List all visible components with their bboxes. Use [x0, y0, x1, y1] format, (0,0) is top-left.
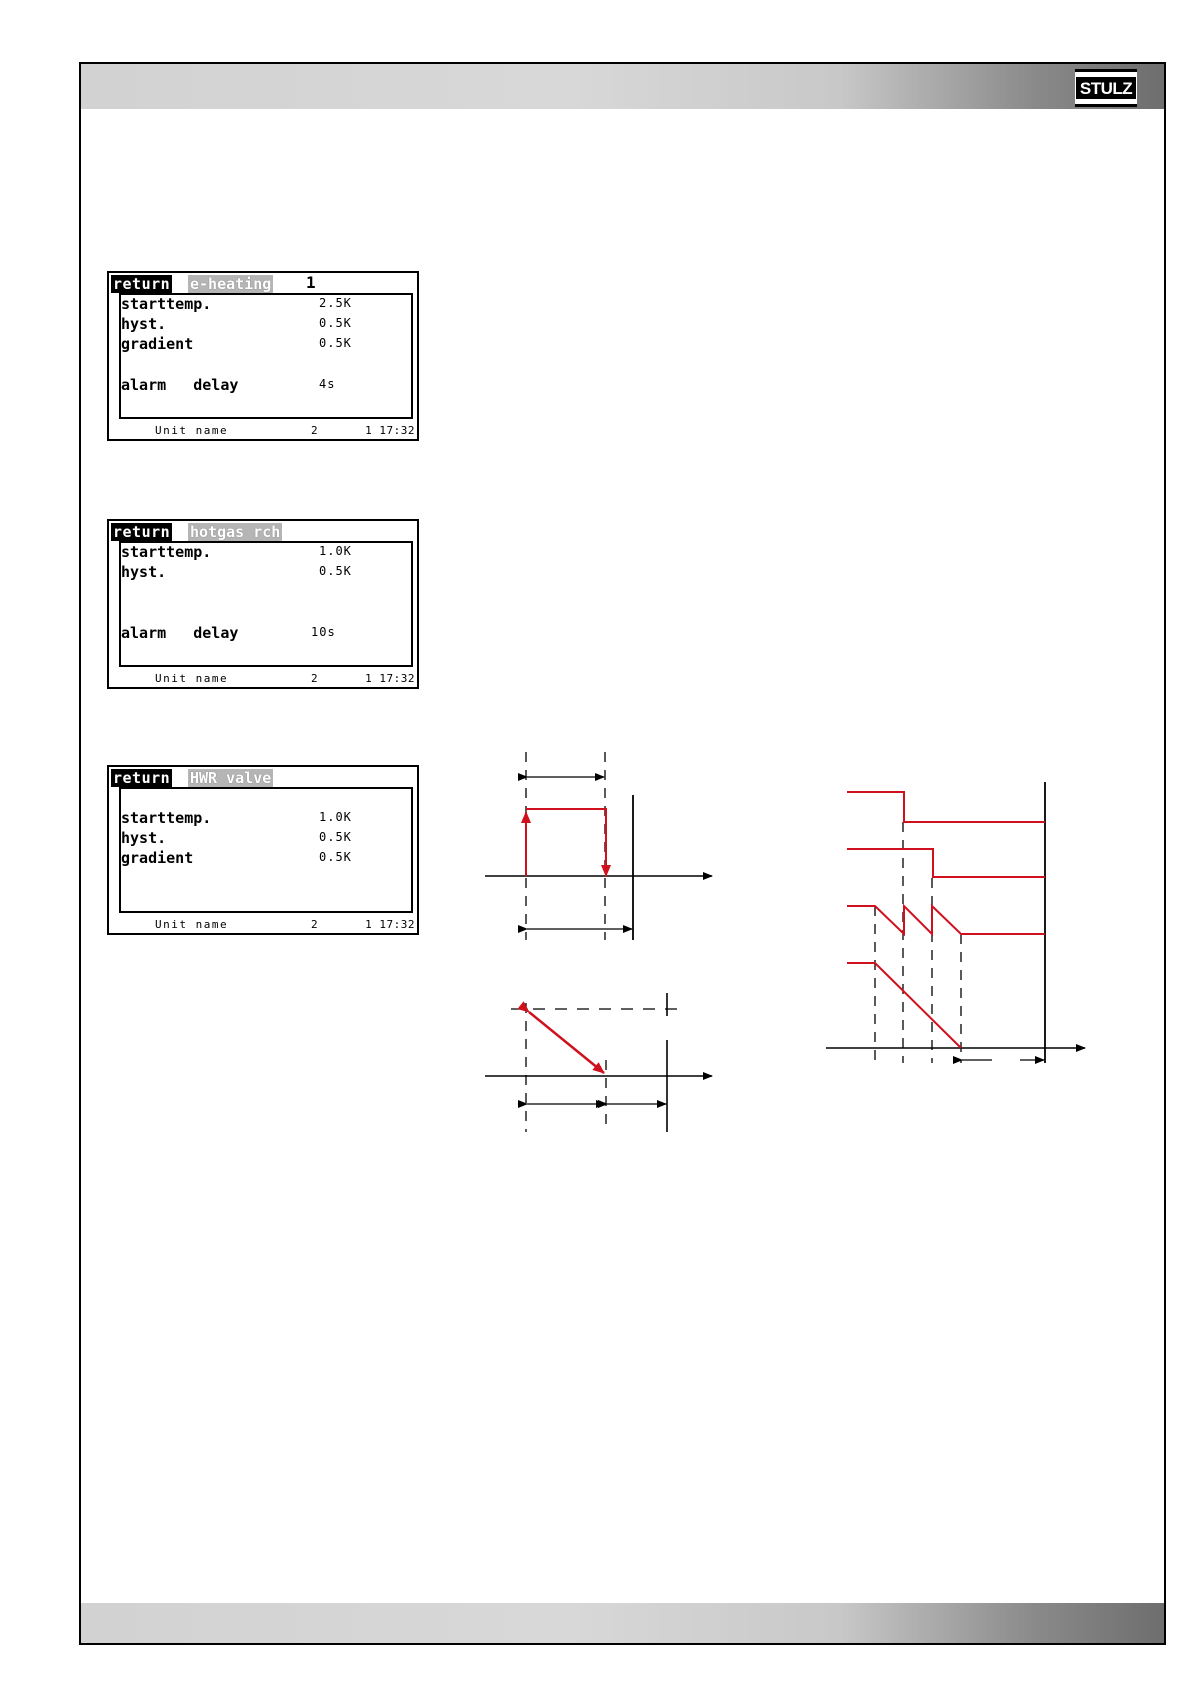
param-value[interactable]: 1.0K — [319, 810, 352, 824]
menu-title: hotgas rch — [190, 523, 281, 541]
param-value[interactable]: 0.5K — [319, 564, 352, 578]
param-value[interactable]: 0.5K — [319, 316, 352, 330]
param-label: gradient — [121, 849, 194, 867]
staging-diagram — [826, 782, 1085, 1063]
hysteresis-diagram — [485, 752, 712, 940]
unit-id: 2 — [311, 918, 318, 931]
return-button[interactable]: return — [113, 523, 171, 541]
param-value[interactable]: 0.5K — [319, 830, 352, 844]
param-label: starttemp. — [121, 295, 212, 313]
stage-number: 1 — [306, 273, 316, 292]
param-value[interactable]: 4s — [319, 377, 336, 391]
clock: 1 17:32 — [365, 424, 415, 437]
param-value[interactable]: 0.5K — [319, 850, 352, 864]
clock: 1 17:32 — [365, 672, 415, 685]
param-label: gradient — [121, 335, 194, 353]
gradient-diagram — [485, 993, 712, 1132]
param-value[interactable]: 1.0K — [319, 544, 352, 558]
menu-title: e-heating — [190, 275, 272, 293]
param-label: hyst. — [121, 829, 167, 847]
param-label: alarm delay — [121, 376, 239, 394]
unit-name: Unit name — [155, 672, 229, 685]
param-label: hyst. — [121, 315, 167, 333]
return-button[interactable]: return — [113, 769, 171, 787]
param-value[interactable]: 2.5K — [319, 296, 352, 310]
param-value[interactable]: 10s — [311, 625, 336, 639]
clock: 1 17:32 — [365, 918, 415, 931]
param-value[interactable]: 0.5K — [319, 336, 352, 350]
unit-id: 2 — [311, 672, 318, 685]
param-label: alarm delay — [121, 624, 239, 642]
logo-text: STULZ — [1076, 77, 1136, 99]
param-label: hyst. — [121, 563, 167, 581]
unit-id: 2 — [311, 424, 318, 437]
param-label: starttemp. — [121, 543, 212, 561]
unit-name: Unit name — [155, 918, 229, 931]
param-label: starttemp. — [121, 809, 212, 827]
return-button[interactable]: return — [113, 275, 171, 293]
unit-name: Unit name — [155, 424, 229, 437]
menu-title: HWR valve — [190, 769, 272, 787]
